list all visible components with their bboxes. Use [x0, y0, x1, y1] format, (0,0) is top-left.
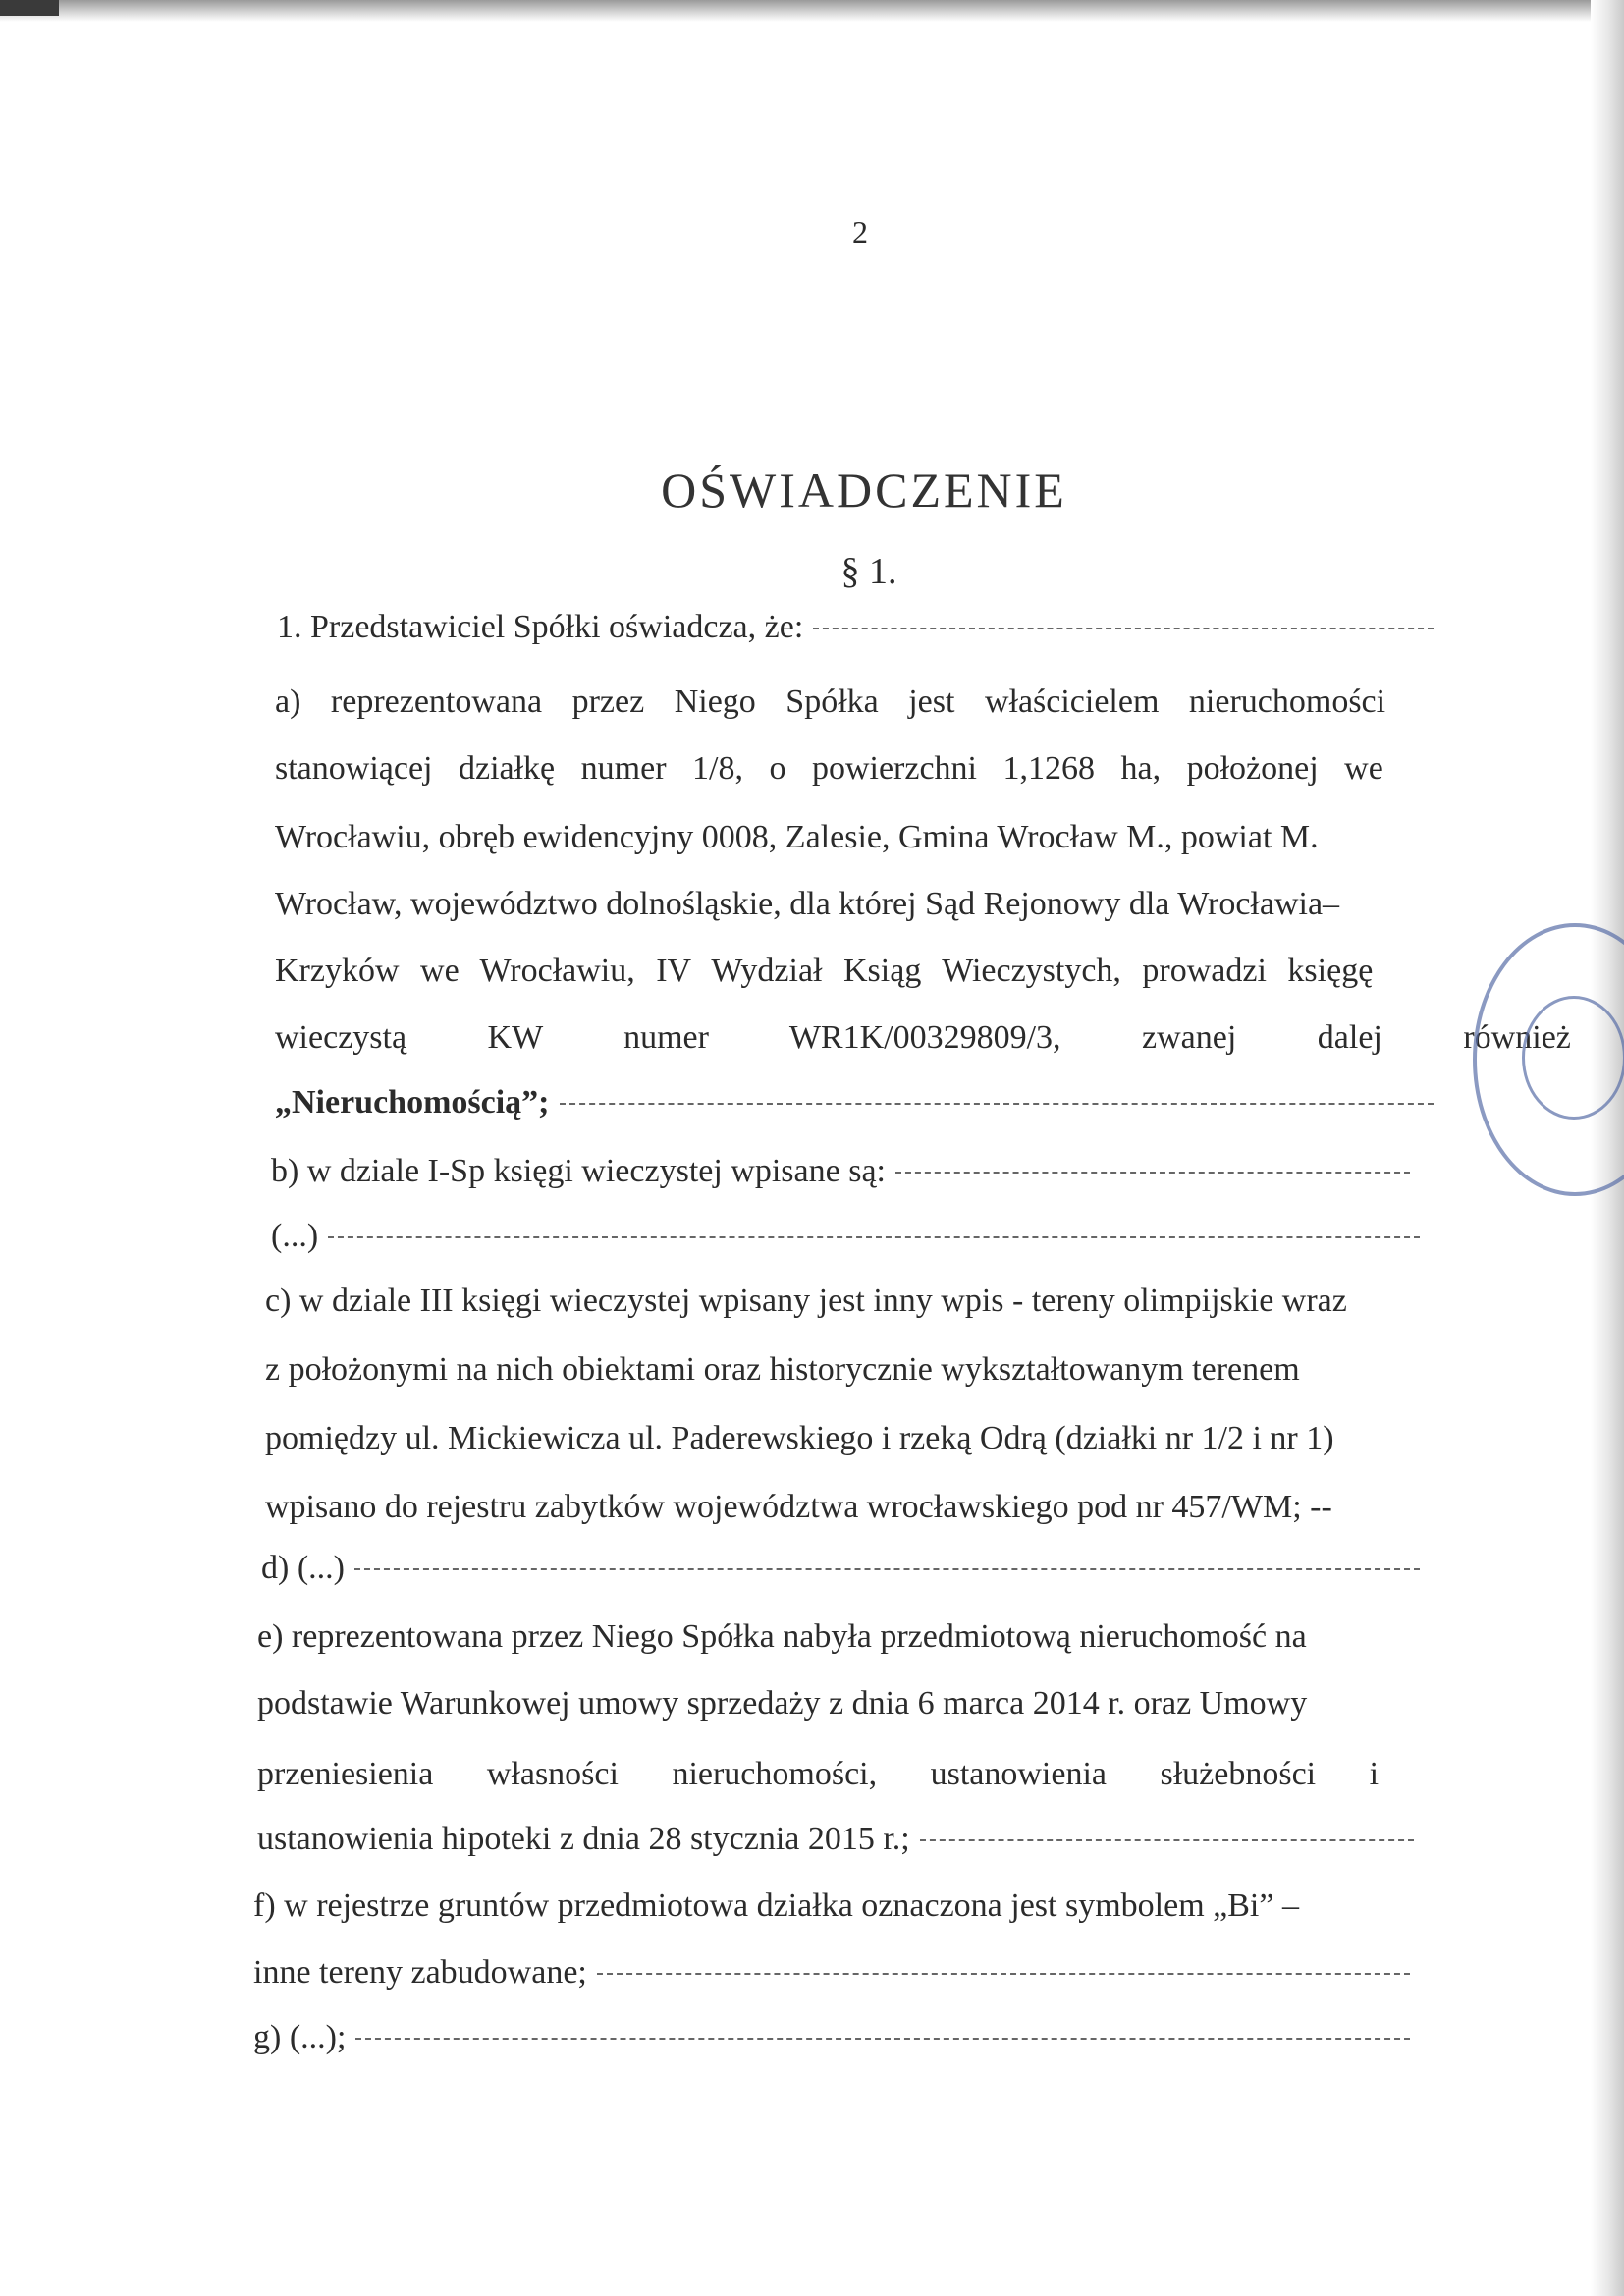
text-line: podstawie Warunkowej umowy sprzedaży z dnia 6 marca 2014 r. oraz Umowy — [257, 1685, 1308, 1722]
text-line: 1. Przedstawiciel Spółki oświadcza, że: — [277, 609, 1434, 646]
text-line: wpisano do rejestru zabytków województwa wrocławskiego pod nr 457/WM; -- — [265, 1489, 1332, 1525]
text-line: pomiędzy ul. Mickiewicza ul. Paderewskiego i rzeką Odrą (działki nr 1/2 i nr 1) — [265, 1420, 1334, 1456]
text-line: f) w rejestrze gruntów przedmiotowa działka oznaczona jest symbolem „Bi” – — [253, 1887, 1299, 1924]
text-line: a) reprezentowana przez Niego Spółka jest właścicielem nieruchomości — [275, 683, 1386, 720]
text-line: inne tereny zabudowane; — [253, 1954, 1410, 1992]
text-line: „Nieruchomością”; — [275, 1084, 1434, 1121]
text-line: z położonymi na nich obiektami oraz historycznie wykształtowanym terenem — [265, 1351, 1300, 1388]
notary-seal — [1473, 923, 1624, 1196]
text-line: g) (...); — [253, 2019, 1410, 2056]
text-line: przeniesienia własności nieruchomości, ustanowienia służebności i — [257, 1756, 1380, 1792]
text-line: wieczystą KW numer WR1K/00329809/3, zwanej dalej również — [275, 1019, 1571, 1056]
section-heading: § 1. — [840, 551, 897, 592]
scan-top-edge — [0, 0, 1624, 22]
text-line: Krzyków we Wrocławiu, IV Wydział Ksiąg Wieczystych, prowadzi księgę — [275, 953, 1374, 989]
text-line: stanowiącej działkę numer 1/8, o powierzchni 1,1268 ha, położonej we — [275, 750, 1383, 787]
document-title: OŚWIADCZENIE — [661, 463, 1067, 518]
text-line: e) reprezentowana przez Niego Spółka nabyła przedmiotową nieruchomość na — [257, 1618, 1307, 1655]
page-number: 2 — [852, 214, 868, 249]
text-line: ustanowienia hipoteki z dnia 28 stycznia 2015 r.; — [257, 1821, 1414, 1858]
text-line: d) (...) — [261, 1550, 1420, 1587]
text-line: b) w dziale I-Sp księgi wieczystej wpisane są: — [271, 1153, 1410, 1190]
text-line: Wrocław, województwo dolnośląskie, dla której Sąd Rejonowy dla Wrocławia– — [275, 886, 1340, 922]
text-line: (...) — [271, 1218, 1420, 1255]
text-line: c) w dziale III księgi wieczystej wpisany jest inny wpis - tereny olimpijskie wraz — [265, 1283, 1347, 1319]
text-line: Wrocławiu, obręb ewidencyjny 0008, Zalesie, Gmina Wrocław M., powiat M. — [275, 819, 1319, 855]
